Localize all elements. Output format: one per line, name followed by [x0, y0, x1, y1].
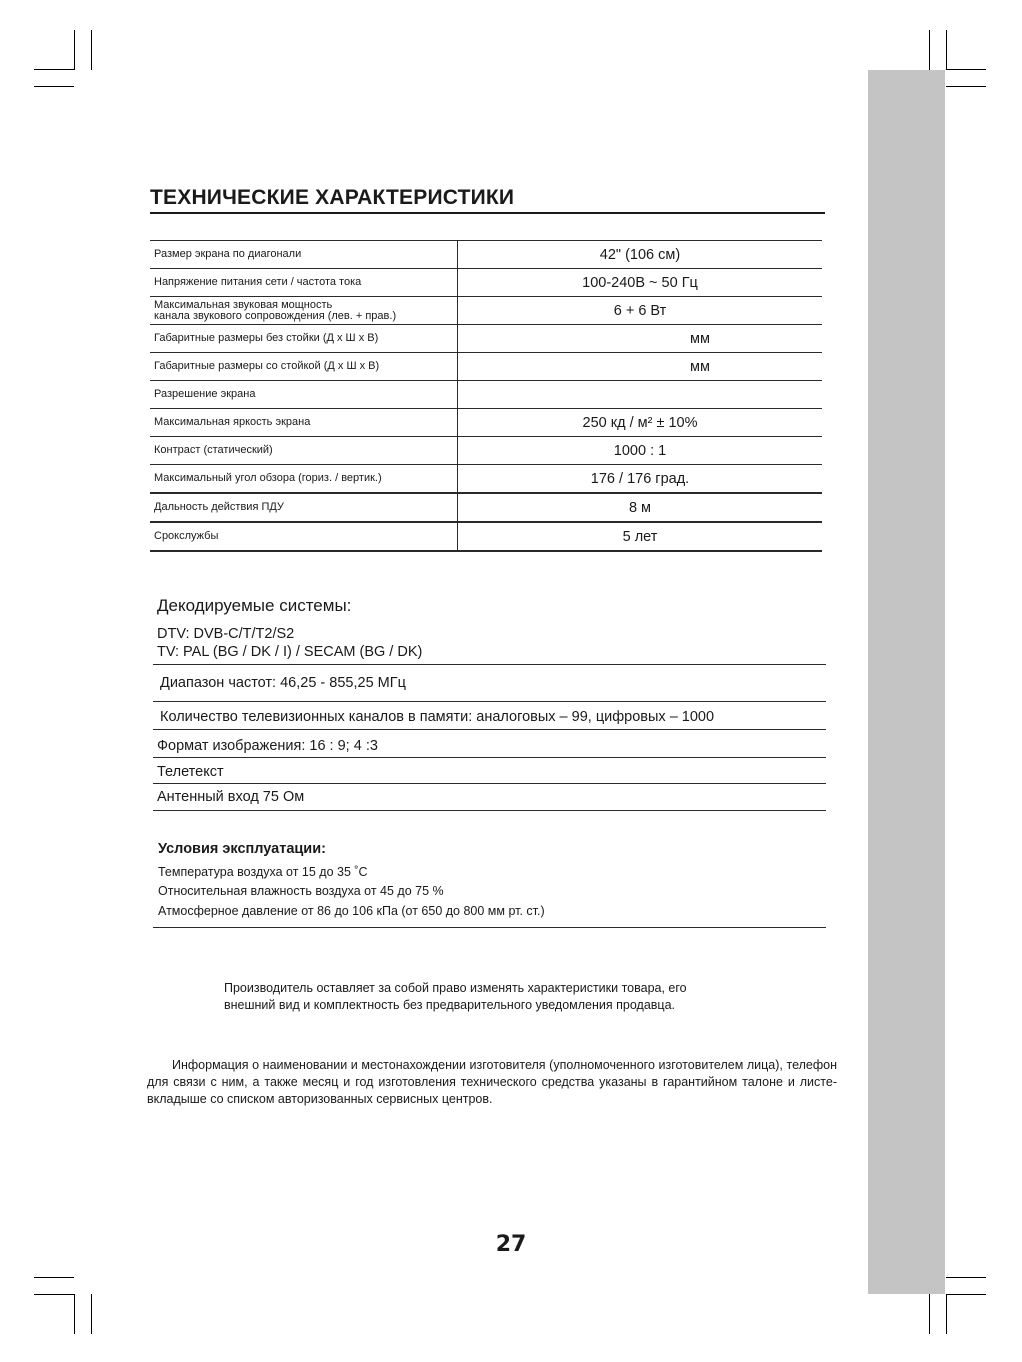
table-row [150, 409, 822, 437]
divider [153, 783, 826, 784]
frequency-range: Диапазон частот: 46,25 - 855,25 МГц [160, 675, 406, 691]
spec-value [458, 381, 823, 409]
table-row [150, 493, 822, 522]
table-row [150, 353, 822, 381]
spec-value: 176 / 176 град. [458, 465, 823, 494]
spec-value: 6 + 6 Вт [458, 297, 823, 325]
spec-table [150, 240, 822, 552]
title-underline [150, 212, 825, 214]
table-row [150, 269, 822, 297]
table-row [150, 381, 822, 409]
spec-label: Напряжение питания сети / частота тока [150, 269, 458, 297]
channel-count: Количество телевизионных каналов в памяти: аналоговых – 99, цифровых – 1000 [160, 709, 715, 725]
manufacturer-note [224, 980, 784, 1014]
condition-temperature: Температура воздуха от 15 до 35 ˚С [158, 865, 368, 879]
table-row [150, 241, 822, 269]
note-line: внешний вид и комплектность без предварительного уведомления продавца. [224, 998, 676, 1012]
spec-label-line1: Максимальная звуковая мощность [154, 298, 333, 311]
condition-pressure: Атмосферное давление от 86 до 106 кПа (от 650 до 800 мм рт. ст.) [158, 904, 545, 918]
spec-label [150, 297, 458, 325]
spec-value: 5 лет [458, 522, 823, 551]
teletext: Телетекст [157, 764, 224, 780]
table-row [150, 437, 822, 465]
table-row [150, 325, 822, 353]
spec-label: Срокслужбы [150, 522, 458, 551]
divider [153, 927, 826, 928]
table-row [150, 522, 822, 551]
condition-humidity: Относительная влажность воздуха от 45 до 75 % [158, 884, 444, 898]
dtv-systems: DTV: DVB-C/T/T2/S2 [157, 626, 295, 642]
spec-value: 100-240В ~ 50 Гц [458, 269, 823, 297]
spec-value: 8 м [458, 493, 823, 522]
side-tab-bar [868, 70, 945, 1294]
antenna-input: Антенный вход 75 Ом [157, 789, 305, 805]
spec-value: 42" (106 см) [458, 241, 823, 269]
divider [153, 757, 826, 758]
divider [153, 701, 826, 702]
picture-format: Формат изображения: 16 : 9; 4 :3 [157, 738, 378, 754]
spec-label: Контраст (статический) [150, 437, 458, 465]
decoding-title: Декодируемые системы: [157, 596, 352, 615]
divider [153, 810, 826, 811]
spec-label: Размер экрана по диагонали [150, 241, 458, 269]
spec-label: Разрешение экрана [150, 381, 458, 409]
page-title: ТЕХНИЧЕСКИЕ ХАРАКТЕРИСТИКИ [150, 186, 515, 209]
spec-label-line2: канала звукового сопровождения (лев. + прав.) [154, 309, 397, 322]
spec-value: мм [458, 325, 823, 353]
spec-label: Максимальная яркость экрана [150, 409, 458, 437]
divider [153, 729, 826, 730]
note-line: Производитель оставляет за собой право изменять характеристики товара, его [224, 981, 687, 995]
spec-value: 250 кд / м² ± 10% [458, 409, 823, 437]
table-row [150, 465, 822, 494]
spec-value: мм [458, 353, 823, 381]
tv-systems: TV: PAL (BG / DK / I) / SECAM (BG / DK) [157, 644, 423, 660]
spec-value: 1000 : 1 [458, 437, 823, 465]
table-row [150, 297, 822, 325]
spec-label: Габаритные размеры со стойкой (Д х Ш х В) [150, 353, 458, 381]
spec-label: Дальность действия ПДУ [150, 493, 458, 522]
spec-label: Максимальный угол обзора (гориз. / вертик.) [150, 465, 458, 494]
spec-label: Габаритные размеры без стойки (Д х Ш х В) [150, 325, 458, 353]
manufacturer-info: Информация о наименовании и местонахождении изготовителя (уполномоченного изготовителем лица), телефон для связи с ним, а также месяц и год изготовления технического средства указаны в гарантийном талоне и листе-вкладыше со списком авторизованных сервисных центров. [147, 1058, 837, 1106]
divider [153, 664, 826, 665]
page-number: 27 [495, 1232, 527, 1257]
conditions-title: Условия эксплуатации: [158, 841, 326, 857]
